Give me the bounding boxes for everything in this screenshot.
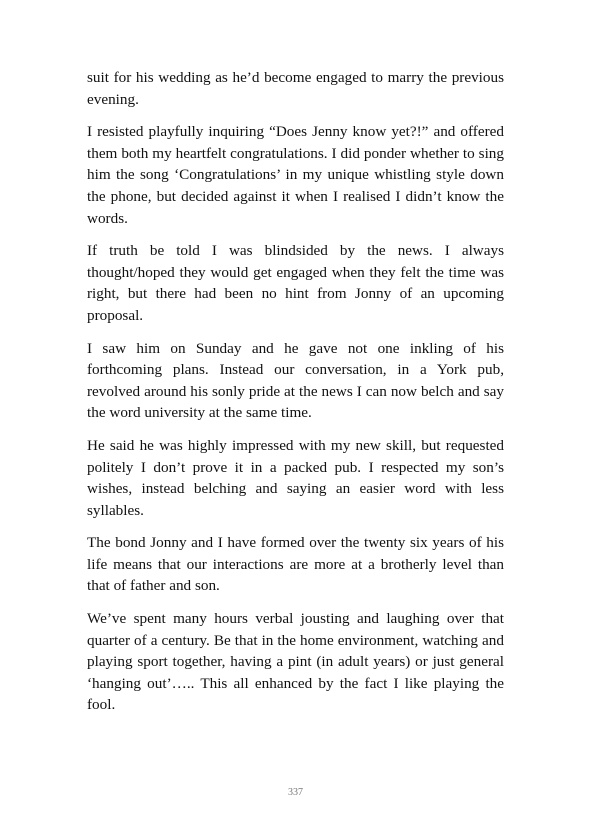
body-text xyxy=(87,67,504,727)
paragraph-3: If truth be told I was blindsided by the news. I always thought/hoped they would get engaged when they felt the time was right, but there had been no hint from Jonny of an upcoming proposal. xyxy=(87,242,504,324)
page-number: 337 xyxy=(288,787,303,798)
paragraph-5: He said he was highly impressed with my new skill, but requested politely I don’t prove it in a packed pub. I respected my son’s wishes, instead belching and saying an easier word with less syllables. xyxy=(87,436,504,519)
paragraph-4: I saw him on Sunday and he gave not one inkling of his forthcoming plans. Instead our conversation, in a York pub, revolved around his sonly pride at the news I can now belch and say the word university at the same time. xyxy=(87,339,504,422)
paragraph-2: I resisted playfully inquiring “Does Jenny know yet?!” and offered them both my heartfelt congratulations. I did ponder whether to sing him the song ‘Congratulations’ in my unique whistling style down the phone, but decided against it when I realised I didn’t know the words. xyxy=(87,123,504,227)
paragraph-7: We’ve spent many hours verbal jousting and laughing over that quarter of a century. Be that in the home environment, watching and playing sport together, having a pint (in adult years) or just general ‘hanging out’….. This all enhanced by the fact I like playing the fool. xyxy=(87,610,504,714)
paragraph-6: The bond Jonny and I have formed over the twenty six years of his life means that our interactions are more at a brotherly level than that of father and son. xyxy=(87,534,504,595)
paragraph-1: suit for his wedding as he’d become engaged to marry the previous evening. xyxy=(87,69,504,108)
